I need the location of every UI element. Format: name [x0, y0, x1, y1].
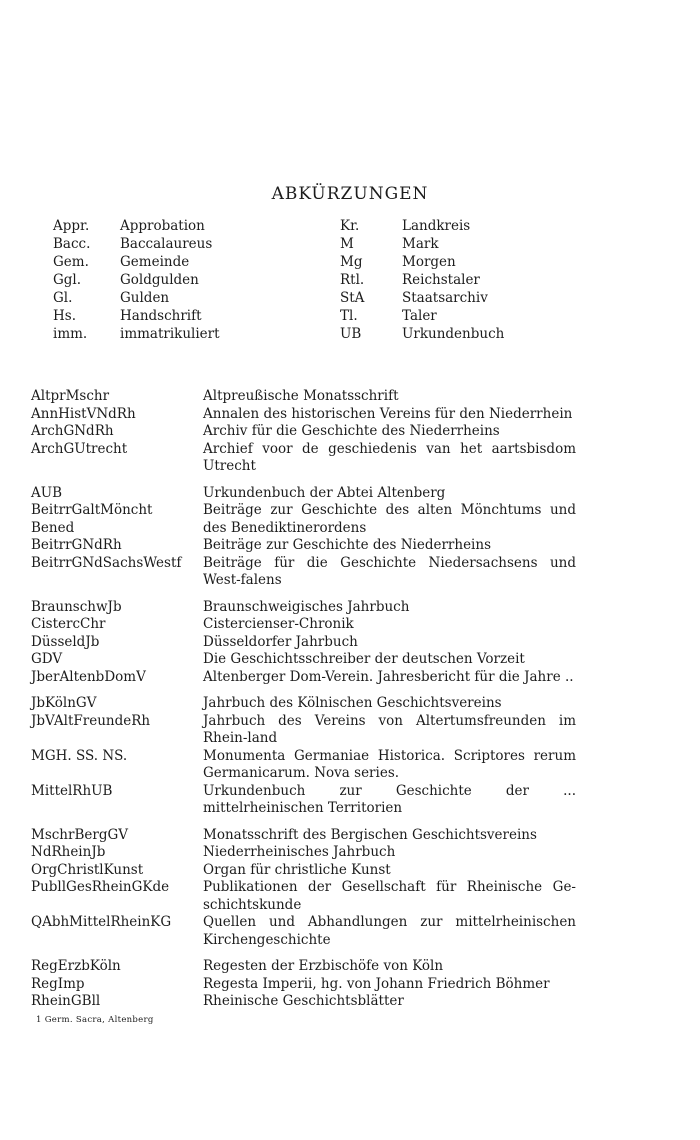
meaning: Gulden: [120, 290, 170, 306]
abbreviation: BeitrrGNdSachsWestf: [31, 554, 182, 571]
meaning: Archiv für die Geschichte des Niederrheins: [203, 423, 500, 439]
abbreviation-entry: [0, 748, 700, 783]
abbreviation-entry: [0, 958, 700, 976]
abbreviation-entry: [0, 555, 700, 590]
abbreviation: GDV: [31, 651, 63, 667]
meaning: Regesten der Erzbischöfe von Köln: [203, 958, 444, 974]
meaning: Archief voor de geschiedenis van het aartsbisdom Utrecht: [203, 440, 576, 474]
abbreviation-entry: [0, 862, 700, 880]
meaning: Reichstaler: [402, 272, 480, 288]
abbreviation: AnnHistVNdRh: [31, 405, 136, 422]
abbreviation-entry: [0, 713, 700, 748]
meaning: Mark: [402, 236, 439, 252]
abbreviation: AltprMschr: [31, 388, 110, 404]
abbreviation-entry: [0, 537, 700, 555]
abbreviation: Ggl.: [53, 272, 82, 288]
meaning: Urkundenbuch der Abtei Altenberg: [203, 484, 446, 501]
meaning: Regesta Imperii, hg. von Johann Friedrich Böhmer: [203, 975, 550, 992]
meaning: Beiträge zur Geschichte des Niederrheins: [203, 537, 491, 553]
abbreviation-entry: [0, 502, 700, 537]
meaning: Morgen: [402, 254, 456, 270]
abbreviation-entry: [0, 634, 700, 652]
short-abbreviation-row: [0, 218, 700, 236]
abbreviation-entry: [0, 993, 700, 1011]
abbreviation: QAbhMittelRheinKG: [31, 914, 172, 930]
short-abbreviation-row: [0, 272, 700, 290]
abbreviation-entry: [0, 599, 700, 617]
abbreviation-entry: [0, 914, 700, 949]
abbreviation: RegImp: [31, 975, 85, 992]
abbreviation: BeitrrGaltMöncht Bened: [31, 502, 153, 536]
abbreviation: UB: [340, 326, 362, 342]
meaning: Rheinische Geschichtsblätter: [203, 993, 404, 1009]
short-abbreviation-row: [0, 290, 700, 308]
abbreviation-entry: [0, 695, 700, 713]
meaning: Baccalaureus: [120, 236, 213, 252]
abbreviation: BraunschwJb: [31, 598, 122, 615]
abbreviation: M: [340, 236, 354, 252]
abbreviation: Mg: [340, 254, 363, 270]
abbreviation: Gem.: [53, 254, 89, 270]
abbreviation: ArchGNdRh: [31, 423, 114, 439]
short-abbreviations-table: [0, 218, 700, 344]
abbreviation: Kr.: [340, 218, 360, 234]
abbreviation: AUB: [31, 484, 63, 501]
meaning: Jahrbuch des Kölnischen Geschichtsvereins: [203, 695, 502, 711]
meaning: Die Geschichtsschreiber der deutschen Vorzeit: [203, 651, 525, 667]
abbreviation: Gl.: [53, 290, 73, 306]
abbreviation: MGH. SS. NS.: [31, 747, 128, 764]
meaning: immatrikuliert: [120, 326, 220, 342]
abbreviation: Tl.: [340, 308, 358, 324]
meaning: Goldgulden: [120, 272, 199, 288]
short-abbreviation-row: [0, 308, 700, 326]
abbreviation-entry: [0, 879, 700, 914]
abbreviation-entry: [0, 651, 700, 669]
abbreviation-entry: [0, 388, 700, 406]
meaning: Staatsarchiv: [402, 290, 488, 306]
long-abbreviations-table: [0, 388, 700, 1011]
abbreviation-entry: [0, 423, 700, 441]
meaning: Cistercienser-Chronik: [203, 616, 354, 632]
meaning: Niederrheinisches Jahrbuch: [203, 844, 396, 860]
meaning: Handschrift: [120, 308, 202, 324]
meaning: Altpreußische Monatsschrift: [203, 388, 399, 404]
abbreviation: RegErzbKöln: [31, 958, 121, 974]
abbreviation: DüsseldJb: [31, 633, 100, 650]
abbreviation: imm.: [53, 326, 88, 342]
abbreviation-entry: [0, 441, 700, 476]
footnote: 1 Germ. Sacra, Altenberg: [36, 1015, 154, 1025]
meaning: Organ für christliche Kunst: [203, 861, 391, 878]
abbreviation: CistercChr: [31, 616, 106, 632]
meaning: Urkundenbuch: [402, 326, 505, 342]
meaning: Urkundenbuch zur Geschichte der ... mittelrheinischen Territorien: [203, 782, 576, 816]
meaning: Beiträge zur Geschichte des alten Mönchtums und des Benediktinerordens: [203, 502, 576, 536]
abbreviation-entry: [0, 844, 700, 862]
abbreviation: MittelRhUB: [31, 782, 113, 799]
meaning: Publikationen der Gesellschaft für Rheinische Ge-schichtskunde: [203, 879, 576, 913]
meaning: Approbation: [120, 218, 205, 234]
abbreviation: Hs.: [53, 308, 76, 324]
meaning: Landkreis: [402, 218, 471, 234]
abbreviation-entry: [0, 616, 700, 634]
meaning: Monumenta Germaniae Historica. Scriptores rerum Germanicarum. Nova series.: [203, 747, 576, 781]
meaning: Braunschweigisches Jahrbuch: [203, 598, 410, 615]
abbreviation: RheinGBll: [31, 993, 101, 1009]
abbreviation-entry: [0, 976, 700, 994]
abbreviation: Bacc.: [53, 236, 91, 252]
abbreviation: ArchGUtrecht: [31, 440, 128, 457]
meaning: Jahrbuch des Vereins von Altertumsfreunden im Rhein-land: [203, 712, 576, 746]
abbreviation: BeitrrGNdRh: [31, 537, 122, 553]
meaning: Taler: [402, 308, 437, 324]
abbreviation-entry: [0, 827, 700, 845]
abbreviation-entry: [0, 485, 700, 503]
short-abbreviation-row: [0, 326, 700, 344]
abbreviation: Appr.: [53, 218, 90, 234]
short-abbreviation-row: [0, 236, 700, 254]
abbreviation-entry: [0, 669, 700, 687]
abbreviation: StA: [340, 290, 365, 306]
abbreviation: JbKölnGV: [31, 695, 97, 711]
abbreviation: MschrBergGV: [31, 826, 128, 843]
meaning: Gemeinde: [120, 254, 190, 270]
meaning: Quellen und Abhandlungen zur mittelrheinischen Kirchengeschichte: [203, 914, 576, 948]
abbreviation-entry: [0, 783, 700, 818]
meaning: Düsseldorfer Jahrbuch: [203, 633, 358, 650]
abbreviation: OrgChristlKunst: [31, 861, 144, 878]
meaning: Beiträge für die Geschichte Niedersachsens und West-falens: [203, 554, 576, 588]
abbreviation: JberAltenbDomV: [31, 668, 146, 685]
page-heading: ABKÜRZUNGEN: [271, 184, 429, 204]
abbreviation: JbVAltFreundeRh: [31, 712, 151, 729]
abbreviation-entry: [0, 406, 700, 424]
abbreviation: PubllGesRheinGKde: [31, 879, 170, 895]
short-abbreviation-row: [0, 254, 700, 272]
meaning: Altenberger Dom-Verein. Jahresbericht für die Jahre ..: [203, 668, 574, 685]
meaning: Annalen des historischen Vereins für den Niederrhein: [203, 405, 573, 422]
meaning: Monatsschrift des Bergischen Geschichtsvereins: [203, 826, 537, 843]
abbreviation: Rtl.: [340, 272, 365, 288]
abbreviation: NdRheinJb: [31, 844, 106, 860]
